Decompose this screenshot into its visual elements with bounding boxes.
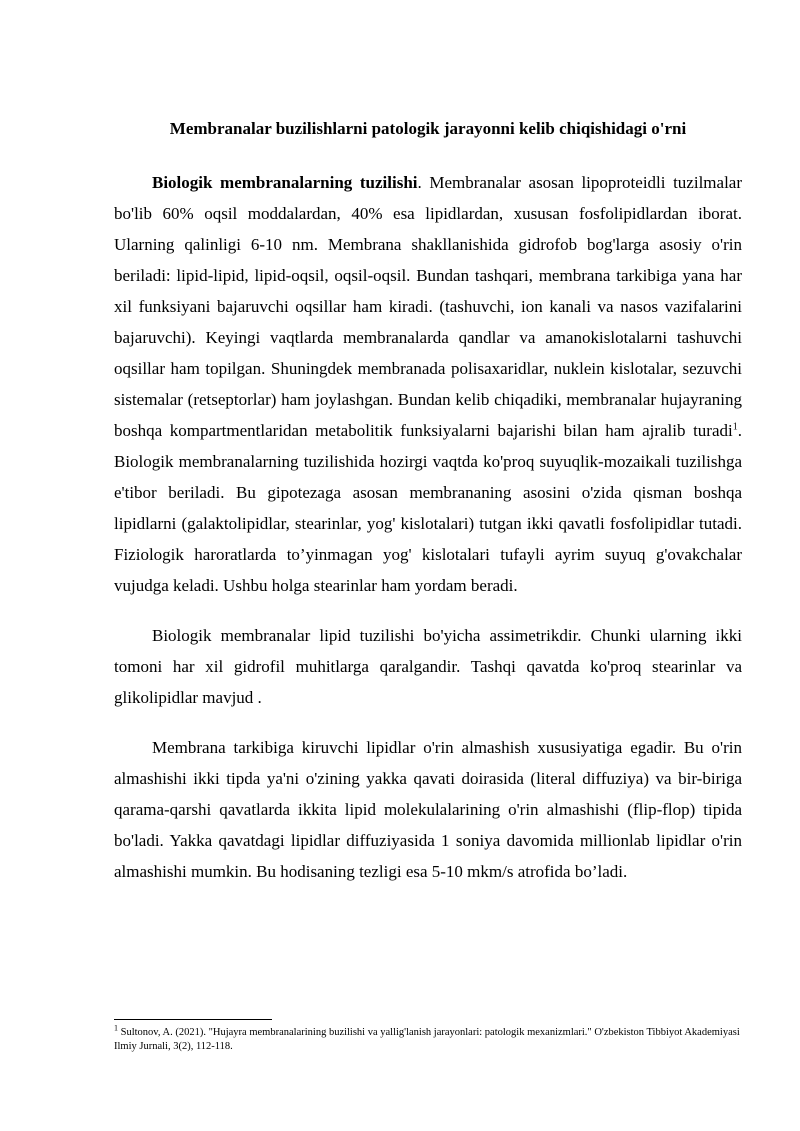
paragraph-lipid-asymmetry: Biologik membranalar lipid tuzilishi bo'yicha assimetrikdir. Chunki ularning ikki tomoni har xil gidrofil muhitlarga qaralgandir. Tashqi qavatda ko'proq stearinlar va glikolipidlar mavjud . bbox=[114, 626, 742, 707]
section-heading-inline: Biologik membranalarning tuzilishi bbox=[152, 173, 418, 192]
footnote bbox=[114, 1023, 742, 1054]
document-body bbox=[114, 115, 742, 887]
document-title: Membranalar buzilishlarni patologik jarayonni kelib chiqishidagi o'rni bbox=[169, 119, 687, 138]
paragraph-lipid-exchange: Membrana tarkibiga kiruvchi lipidlar o'rin almashish xususiyatiga egadir. Bu o'rin almashishi ikki tipda ya'ni o'zining yakka qavati doirasida (literal diffuziya) va bir-biriga qarama-qarshi qavatlarda ikkita lipid molekulalarining o'rin almashishi (flip-flop) tipida bo'ladi. Yakka qavatdagi lipidlar diffuziyasida 1 soniya davomida millionlab lipidlar o'rin almashishi mumkin. Bu hodisaning tezligi esa 5-10 mkm/s atrofida bo’ladi. bbox=[114, 738, 742, 881]
footnote-reference[interactable]: 1 bbox=[732, 421, 738, 433]
footnote-number: 1 bbox=[114, 1023, 118, 1033]
footnote-divider bbox=[114, 1019, 272, 1020]
paragraph-text: . Biologik membranalarning tuzilishida hozirgi vaqtda ko'proq suyuqlik-mozaikali tuzilishga e'tibor beriladi. Bu gipotezaga asosan membrananing asosini o'zida qisman boshqa lipidlarni (galaktolipidlar, stearinlar, yog' kislotalari) tutgan ikki qavatli fosfolipidlar tutadi. Fiziologik haroratlarda to’yinmagan yog' kislotalari tufayli ayrim suyuq g'ovakchalar vujudga keladi. Ushbu holga stearinlar ham yordam beradi. bbox=[114, 421, 742, 595]
paragraph-membrane-structure bbox=[114, 167, 742, 601]
paragraph-text: . Membranalar asosan lipoproteidli tuzilmalar bo'lib 60% oqsil moddalardan, 40% esa lipidlardan, xususan fosfolipidlardan iborat. Ularning qalinligi 6-10 nm. Membrana shakllanishida gidrofob bog'larga asosiy o'rin beriladi: lipid-lipid, lipid-oqsil, oqsil-oqsil. Bundan tashqari, membrana tarkibiga yana har xil funksiyani bajaruvchi oqsillar ham kiradi. (tashuvchi, ion kanali va nasos vazifalarini bajaruvchi). Keyingi vaqtlarda membranalarda qandlar va amanokislotalarni tashuvchi oqsillar ham topilgan. Shuningdek membranada polisaxaridlar, nuklein kislotalar, sezuvchi sistemalar (retseptorlar) ham joylashgan. Bundan kelib chiqadiki, membranalar hujayraning boshqa kompartmentlaridan metabolitik funksiyalarni bajarishi bilan ham ajralib turadi bbox=[114, 173, 742, 440]
footnote-text: Sultonov, A. (2021). "Hujayra membranalarining buzilishi va yallig'lanish jarayonlari: patologik mexanizmlari." O'zbekiston Tibbiyot Akademiyasi Ilmiy Jurnali, 3(2), 112-118. bbox=[114, 1027, 740, 1052]
